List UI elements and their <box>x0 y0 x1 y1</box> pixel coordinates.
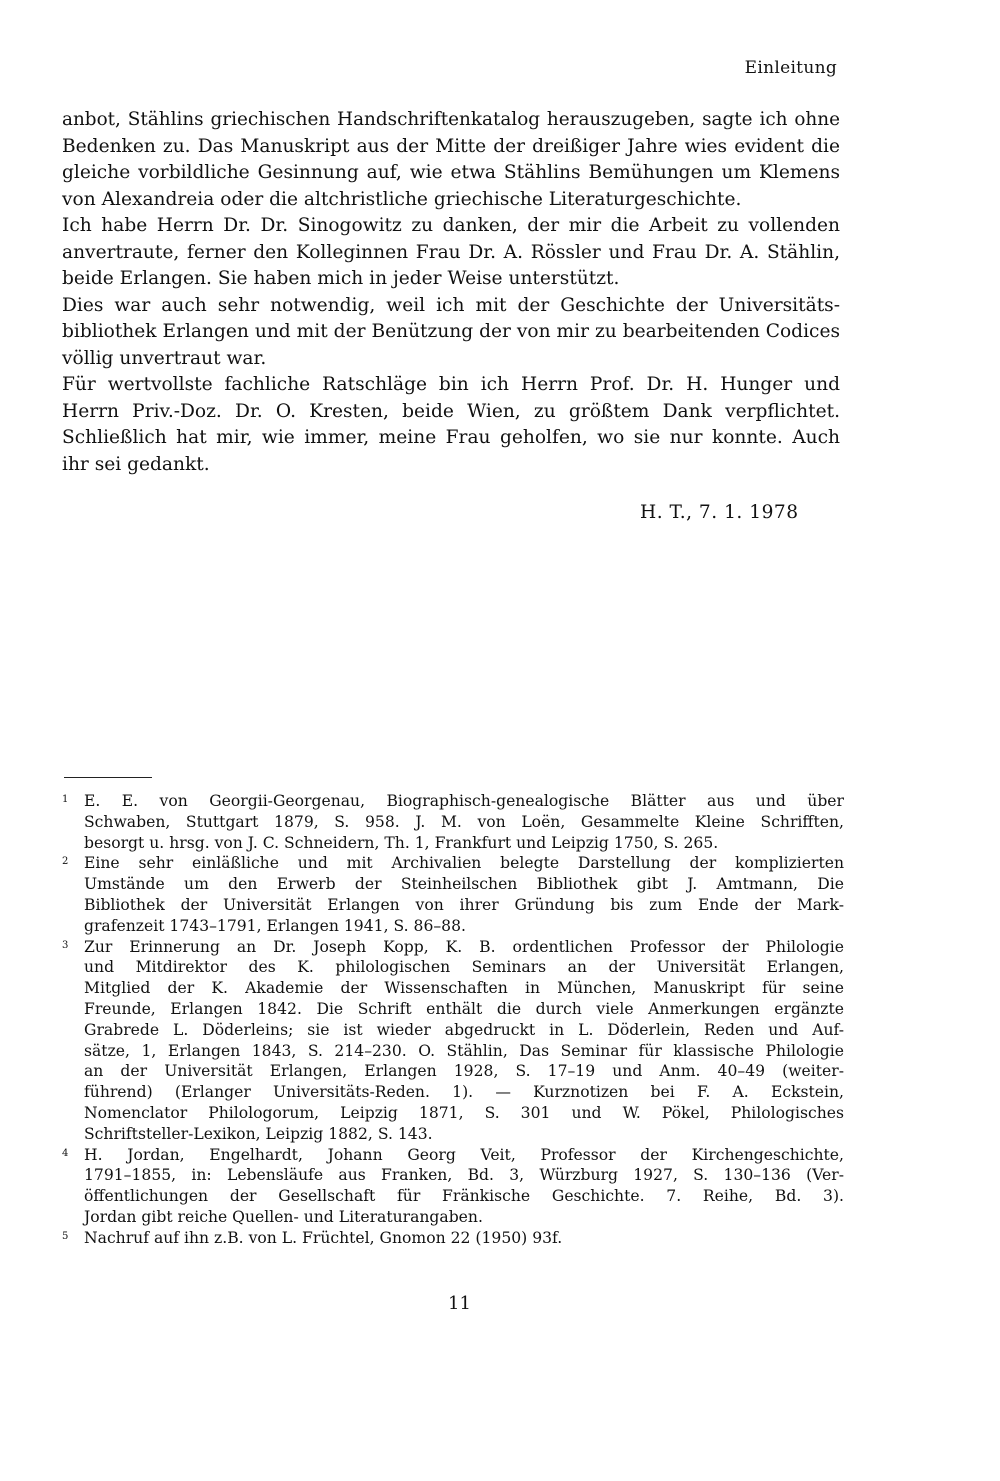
footnotes <box>62 791 844 1249</box>
footnote-rule <box>64 777 152 778</box>
footnote-line: Schwaben, Stuttgart 1879, S. 958. J. M. von Loën, Gesammelte Kleine Schrifften, <box>84 812 844 831</box>
page-number: 11 <box>448 1293 471 1314</box>
footnote-line: sätze, 1, Erlangen 1843, S. 214–230. O. Stählin, Das Seminar für klassische Philologie <box>84 1041 844 1060</box>
footnote-line: 1791–1855, in: Lebensläufe aus Franken, Bd. 3, Würzburg 1927, S. 130–136 (Ver- <box>84 1166 844 1185</box>
body-line: Bedenken zu. Das Manuskript aus der Mitte der dreißiger Jahre wies evident die <box>62 135 840 157</box>
body-line: bibliothek Erlangen und mit der Benützung der von mir zu bearbeitenden Codices <box>62 321 840 342</box>
footnote-line: Mitglied der K. Akademie der Wissenschaften in München, Manuskript für seine <box>84 979 844 998</box>
body-line: Dies war auch sehr notwendig, weil ich mit der Geschichte der Universitäts- <box>62 294 840 316</box>
body-line: Für wertvollste fachliche Ratschläge bin ich Herrn Prof. Dr. H. Hunger und <box>62 374 840 395</box>
footnote-line: Schriftsteller-Lexikon, Leipzig 1882, S. 143. <box>84 1124 433 1143</box>
body-line: beide Erlangen. Sie haben mich in jeder Weise unterstützt. <box>62 268 620 289</box>
footnote-line: besorgt u. hrsg. von J. C. Schneidern, Th. 1, Frankfurt und Leipzig 1750, S. 265. <box>84 833 719 852</box>
footnote-line: an der Universität Erlangen, Erlangen 1928, S. 17–19 und Anm. 40–49 (weiter- <box>84 1062 844 1081</box>
running-head: Einleitung <box>744 58 837 78</box>
footnote-line: Jordan gibt reiche Quellen- und Literaturangaben. <box>84 1207 483 1226</box>
signature-date: H. T., 7. 1. 1978 <box>640 502 799 523</box>
footnote-line: führend) (Erlanger Universitäts-Reden. 1). — Kurznotizen bei F. A. Eckstein, <box>84 1083 844 1102</box>
footnote-line: H. Jordan, Engelhardt, Johann Georg Veit, Professor der Kirchengeschichte, <box>84 1145 844 1164</box>
footnote-marker: 4 <box>62 1147 69 1159</box>
body-line: von Alexandreia oder die altchristliche griechische Literaturgeschichte. <box>62 188 742 210</box>
footnote-4 <box>62 1145 844 1228</box>
footnote-2 <box>62 853 844 936</box>
footnote-line: Umstände um den Erwerb der Steinheilschen Bibliothek gibt J. Amtmann, Die <box>84 875 844 894</box>
body-line: anvertraute, ferner den Kolleginnen Frau Dr. A. Rössler und Frau Dr. A. Stählin, <box>62 241 840 263</box>
footnote-line: Nomenclator Philologorum, Leipzig 1871, S. 301 und W. Pökel, Philologisches <box>84 1103 844 1122</box>
footnote-5 <box>62 1228 844 1249</box>
footnote-line: Grabrede L. Döderleins; sie ist wieder abgedruckt in L. Döderlein, Reden und Auf- <box>84 1020 844 1039</box>
body-line: Schließlich hat mir, wie immer, meine Frau geholfen, wo sie nur konnte. Auch <box>62 427 840 448</box>
body-line: gleiche vorbildliche Gesinnung auf, wie etwa Stählins Bemühungen um Klemens <box>62 162 840 183</box>
footnote-line: Nachruf auf ihn z.B. von L. Früchtel, Gnomon 22 (1950) 93f. <box>84 1228 563 1247</box>
body-line: Ich habe Herrn Dr. Dr. Sinogowitz zu danken, der mir die Arbeit zu vollenden <box>62 215 840 236</box>
footnote-line: öffentlichungen der Gesellschaft für Fränkische Geschichte. 7. Reihe, Bd. 3). <box>84 1187 844 1206</box>
footnote-marker: 3 <box>62 939 69 951</box>
footnote-1 <box>62 791 844 853</box>
body-line: anbot, Stählins griechischen Handschriftenkatalog herauszugeben, sagte ich ohne <box>62 109 840 130</box>
body-line: ihr sei gedankt. <box>62 453 210 475</box>
footnote-line: Eine sehr einläßliche und mit Archivalien belegte Darstellung der komplizierten <box>84 854 844 873</box>
footnote-marker: 2 <box>62 856 69 868</box>
body-line: völlig unvertraut war. <box>62 347 267 369</box>
footnote-marker: 1 <box>62 794 69 805</box>
body-text <box>62 107 840 478</box>
footnote-line: E. E. von Georgii-Georgenau, Biographisch-genealogische Blätter aus und über <box>84 792 844 810</box>
footnote-line: grafenzeit 1743–1791, Erlangen 1941, S. 86–88. <box>84 916 466 935</box>
footnote-3 <box>62 937 844 1145</box>
footnote-line: Zur Erinnerung an Dr. Joseph Kopp, K. B. ordentlichen Professor der Philologie <box>84 937 844 956</box>
footnote-marker: 5 <box>62 1230 69 1242</box>
footnote-line: und Mitdirektor des K. philologischen Seminars an der Universität Erlangen, <box>84 958 844 977</box>
footnote-line: Bibliothek der Universität Erlangen von ihrer Gründung bis zum Ende der Mark- <box>84 895 844 914</box>
footnote-line: Freunde, Erlangen 1842. Die Schrift enthält die durch viele Anmerkungen ergänzte <box>84 999 844 1018</box>
body-line: Herrn Priv.-Doz. Dr. O. Kresten, beide Wien, zu größtem Dank verpflichtet. <box>62 400 840 422</box>
